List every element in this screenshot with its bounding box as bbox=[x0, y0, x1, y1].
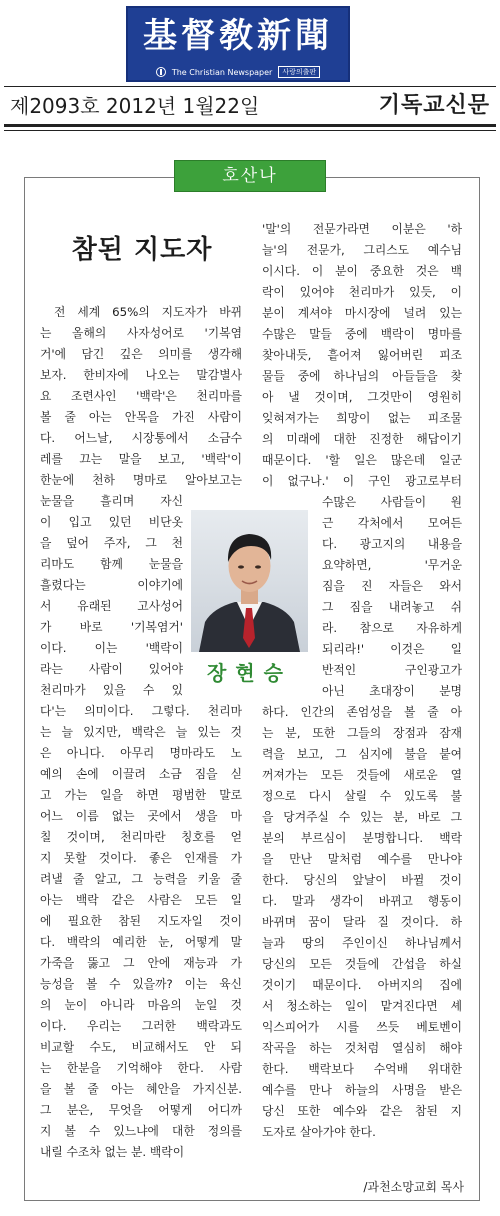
cross-logo-icon bbox=[156, 67, 166, 77]
text-line: 분이 계셔야 마시장에 널려 있는 bbox=[262, 306, 462, 320]
text-line: 거'에 담긴 깊은 의미를 생각해 bbox=[40, 347, 242, 361]
article-column-left bbox=[40, 302, 242, 1163]
top-rule bbox=[4, 86, 496, 87]
text-line: 한다. 당신의 앞날이 바뀔 것이 bbox=[262, 873, 462, 887]
text-line: 지 못할 것이다. 좋은 인재를 가 bbox=[40, 851, 242, 865]
author-name: 장현승 bbox=[207, 661, 292, 685]
header-rule-thin bbox=[4, 130, 496, 131]
text-line: 한눈에 천하 명마로 알아보고는 bbox=[40, 473, 242, 487]
text-line: 분의 부르심이 분명합니다. 백락 bbox=[262, 831, 462, 845]
text-line: 반적인 구인광고가 bbox=[322, 663, 462, 677]
masthead-subtitle-row bbox=[128, 64, 348, 80]
text-line: 요 조련사인 '백락'은 천리마를 bbox=[40, 389, 242, 403]
text-line: 의 눈이 아니라 마음의 눈일 것 bbox=[40, 998, 242, 1012]
text-line: 서 유래된 고사성어 bbox=[40, 599, 183, 613]
text-line: 예수를 만나 하늘의 사명을 받은 bbox=[262, 1083, 462, 1097]
text-line: 도자로 살아가야 한다. bbox=[262, 1125, 376, 1139]
text-line: 다. 광고지의 내용을 bbox=[322, 537, 462, 551]
text-line: 한다. 백락보다 수억배 위대한 bbox=[262, 1062, 462, 1076]
text-line: 는 한분을 기억해야 한다. 사람 bbox=[40, 1061, 242, 1075]
text-line: 수많은 말들 중에 백락이 명마를 bbox=[262, 327, 462, 341]
text-line: '말'의 전문가라면 이분은 '하 bbox=[262, 222, 462, 236]
text-line: 때문이다. '할 일은 많은데 일군 bbox=[262, 453, 462, 467]
text-line: 이 없구나.' 이 구인 광고로부터 bbox=[262, 474, 462, 488]
author-photo bbox=[191, 510, 308, 652]
text-line: 지 볼 수 있느냐에 대한 정의를 bbox=[40, 1124, 242, 1138]
text-line: 을 덮어 주자, 그 천 bbox=[40, 536, 183, 550]
text-line: 을 볼 줄 아는 혜안을 가지신분. bbox=[40, 1082, 242, 1096]
text-line: 찾아내듯, 흩어져 잃어버린 피조 bbox=[262, 348, 462, 362]
text-line: 당신 또한 예수와 같은 참된 지 bbox=[262, 1104, 462, 1118]
text-line: 비교할 수도, 비교해서도 안 되 bbox=[40, 1040, 242, 1054]
text-line: 볼 줄 아는 안목을 가진 사람이 bbox=[40, 410, 242, 424]
text-line: 눈물을 흘리며 자신 bbox=[40, 494, 183, 508]
text-line: 려낼 줄 알고, 그 능력을 키울 줄 bbox=[40, 872, 242, 886]
text-line: 락이 있어야 천리마가 있듯, 이 bbox=[262, 285, 462, 299]
author-portrait-image bbox=[191, 510, 308, 652]
text-line: 레를 끄는 말을 보고, '백락'이 bbox=[40, 452, 242, 466]
text-line: 흘렸다는 이야기에 bbox=[40, 578, 183, 592]
text-line: 능성을 볼 수 있을까? 이는 육신 bbox=[40, 977, 242, 991]
text-line: 익스피어가 시를 쓰듯 베토벤이 bbox=[262, 1020, 462, 1034]
text-line: 력을 보고, 그 심지에 불을 붙여 bbox=[262, 747, 462, 761]
author-signature: /과천소망교회 목사 bbox=[363, 1180, 464, 1194]
text-line: 다. 백락의 예리한 눈, 어떻게 말 bbox=[40, 935, 242, 949]
text-line: 짐을 진 자들은 와서 bbox=[322, 579, 462, 593]
issue-line: 제2093호 2012년 1월22일 bbox=[10, 94, 260, 118]
masthead-title: 基督敎新聞 bbox=[143, 16, 333, 56]
text-line: 그 짐을 내려놓고 쉬 bbox=[322, 600, 462, 614]
text-line: 리마도 함께 눈물을 bbox=[40, 557, 183, 571]
text-line: 요약하면, '무거운 bbox=[322, 558, 462, 572]
text-line: 예의 손에 이끌려 소금 짐을 싣 bbox=[40, 767, 242, 781]
text-line: 을 당겨주실 수 있는 분, 바로 그 bbox=[262, 810, 462, 824]
masthead-tag: 사랑의출판 bbox=[278, 66, 320, 78]
text-line: 바뀌며 꿈이 달라 질 것이다. 하 bbox=[262, 915, 462, 929]
text-line: 는 분, 또한 그들의 장점과 잠재 bbox=[262, 726, 462, 740]
text-line: 그 분은, 무엇을 어떻게 어디까 bbox=[40, 1103, 242, 1117]
text-line: 근 각처에서 모여든 bbox=[322, 516, 462, 530]
masthead bbox=[126, 6, 350, 82]
text-line: 꺼져가는 모든 것들에 새로운 열 bbox=[262, 768, 462, 782]
text-line: 늘과 땅의 주인이신 하나님께서 bbox=[262, 936, 462, 950]
text-line: 에 필요한 참된 지도자일 것이 bbox=[40, 914, 242, 928]
text-line: 다'는 의미이다. 그렇다. 천리마 bbox=[40, 704, 242, 718]
text-line: 것이기 때문이다. 아버지의 집에 bbox=[262, 978, 462, 992]
text-line: 정으로 다시 살릴 수 있도록 불 bbox=[262, 789, 462, 803]
text-line: 다. 말과 생각이 바뀌고 행동이 bbox=[262, 894, 462, 908]
article-headline: 참된 지도자 bbox=[71, 235, 213, 265]
text-line: 칠 것이며, 천리마란 칭호를 얻 bbox=[40, 830, 242, 844]
text-line: 아 낼 것이며, 그것만이 영원히 bbox=[262, 390, 462, 404]
text-line: 은 아니다. 아무리 명마라도 노 bbox=[40, 746, 242, 760]
text-line: 는 늘 있지만, 백락은 늘 있는 것 bbox=[40, 725, 242, 739]
text-line: 고 가는 일을 하면 평범한 말로 bbox=[40, 788, 242, 802]
text-line: 다. 어느날, 시장통에서 소금수 bbox=[40, 431, 242, 445]
text-line: 서 청소하는 일이 맡겨진다면 셰 bbox=[262, 999, 462, 1013]
text-line: 어느 이름 없는 곳에서 생을 마 bbox=[40, 809, 242, 823]
section-label: 호산나 bbox=[174, 160, 326, 192]
text-line: 라는 사람이 있어야 bbox=[40, 662, 183, 676]
text-line: 라. 참으로 자유하게 bbox=[322, 621, 462, 635]
text-line: 이 입고 있던 비단옷 bbox=[40, 515, 183, 529]
text-line: 가죽을 뚫고 그 안에 재능과 가 bbox=[40, 956, 242, 970]
text-line: 가 바로 '기복염거' bbox=[40, 620, 183, 634]
text-line: 을 만난 말처럼 예수를 만나야 bbox=[262, 852, 462, 866]
text-line: 내릴 수조차 없는 분. 백락이 bbox=[40, 1145, 185, 1159]
text-line: 이시다. 이 분이 중요한 것은 백 bbox=[262, 264, 462, 278]
text-line: 수많은 사람들이 원 bbox=[322, 495, 462, 509]
text-line: 잊혀져가는 희망이 없는 피조물 bbox=[262, 411, 462, 425]
text-line: 이다. 우리는 그러한 백락과도 bbox=[40, 1019, 242, 1033]
header-rule-thick bbox=[4, 124, 496, 127]
text-line: 하다. 인간의 존엄성을 볼 줄 아 bbox=[262, 705, 462, 719]
text-line: 늘'의 전문가, 그리스도 예수님 bbox=[262, 243, 462, 257]
text-line: 보자. 한비자에 나오는 말감별사 bbox=[40, 368, 242, 382]
text-line: 의 미래에 대한 진정한 해답이기 bbox=[262, 432, 462, 446]
text-line: 아닌 초대장이 분명 bbox=[322, 684, 462, 698]
text-line: 작곡을 하는 것처럼 열심히 해야 bbox=[262, 1041, 462, 1055]
text-line: 되리라!' 이것은 일 bbox=[322, 642, 462, 656]
masthead-subtitle: The Christian Newspaper bbox=[171, 67, 273, 77]
text-line: 아는 백락 같은 사람은 모든 일 bbox=[40, 893, 242, 907]
text-line: 전 세계 65%의 지도자가 바뀌 bbox=[54, 305, 242, 319]
text-line: 당신의 모든 것들에 간섭을 하실 bbox=[262, 957, 462, 971]
paper-name: 기독교신문 bbox=[378, 93, 490, 118]
text-line: 물들 중에 하나님의 아들들을 찾 bbox=[262, 369, 462, 383]
text-line: 는 올해의 사자성어로 '기복염 bbox=[40, 326, 242, 340]
text-line: 이다. 이는 '백락이 bbox=[40, 641, 183, 655]
text-line: 천리마가 있을 수 있 bbox=[40, 683, 183, 697]
